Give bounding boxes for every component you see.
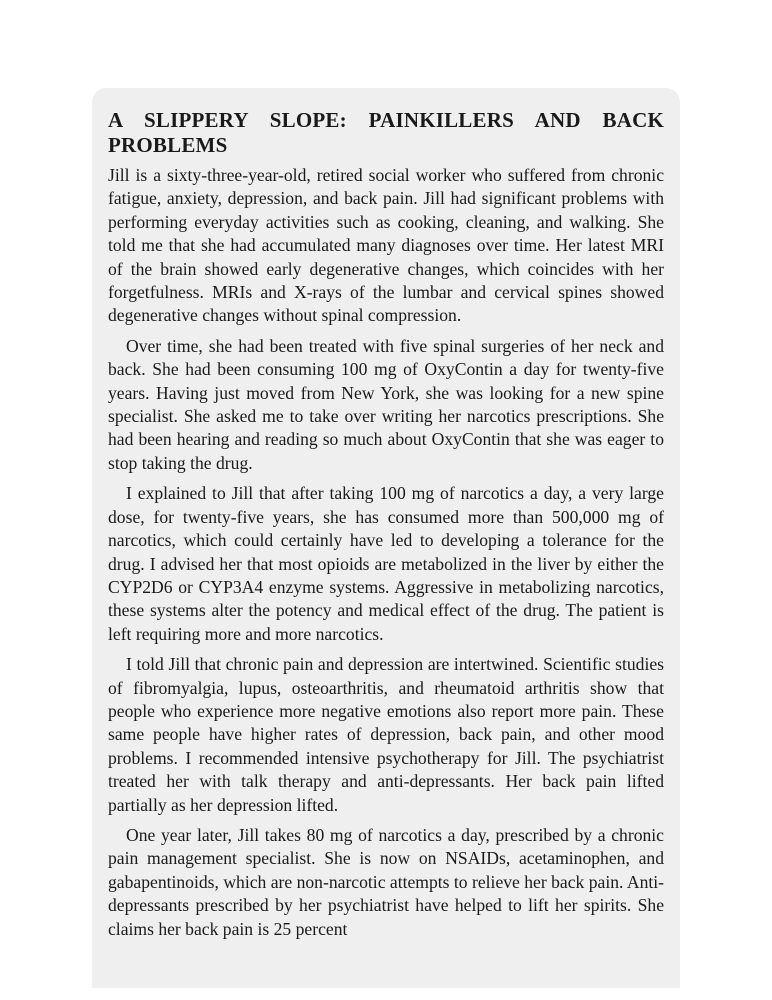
sidebar-title: A SLIPPERY SLOPE: PAINKILLERS AND BACK PROBLEMS: [108, 108, 664, 157]
paragraph-5: One year later, Jill takes 80 mg of narcotics a day, prescribed by a chronic pain management specialist. She is now on NSAIDs, acetaminophen, and gabapentinoids, which are non-narcotic attempts to relieve her back pain. Anti-depressants prescribed by her psychiatrist have helped to lift her spirits. She claims her back pain is 25 percent: [108, 824, 664, 939]
paragraph-1: Jill is a sixty-three-year-old, retired social worker who suffered from chronic fatigue, anxiety, depression, and back pain. Jill had significant problems with performing everyday activities such as cooking, cleaning, and walking. She told me that she had accumulated many diagnoses over time. Her latest MRI of the brain showed early degenerative changes, which coincides with her forgetfulness. MRIs and X-rays of the lumbar and cervical spines showed degenerative changes without spinal compression.: [108, 165, 664, 326]
sidebar-content: [108, 108, 664, 948]
paragraph-3: I explained to Jill that after taking 100 mg of narcotics a day, a very large dose, for twenty-five years, she has consumed more than 500,000 mg of narcotics, which could certainly have led to developing a tolerance for the drug. I advised her that most opioids are metabolized in the liver by either the CYP2D6 or CYP3A4 enzyme systems. Aggressive in metabolizing narcotics, these systems alter the potency and medical effect of the drug. The patient is left requiring more and more narcotics.: [108, 483, 664, 644]
paragraph-4: I told Jill that chronic pain and depression are intertwined. Scientific studies of fibromyalgia, lupus, osteoarthritis, and rheumatoid arthritis show that people who experience more negative emotions also report more pain. These same people have higher rates of depression, back pain, and other mood problems. I recommended intensive psychotherapy for Jill. The psychiatrist treated her with talk therapy and anti-depressants. Her back pain lifted partially as her depression lifted.: [108, 654, 664, 815]
paragraph-2: Over time, she had been treated with five spinal surgeries of her neck and back. She had been consuming 100 mg of OxyContin a day for twenty-five years. Having just moved from New York, she was looking for a new spine specialist. She asked me to take over writing her narcotics prescriptions. She had been hearing and reading so much about OxyContin that she was eager to stop taking the drug.: [108, 335, 664, 473]
